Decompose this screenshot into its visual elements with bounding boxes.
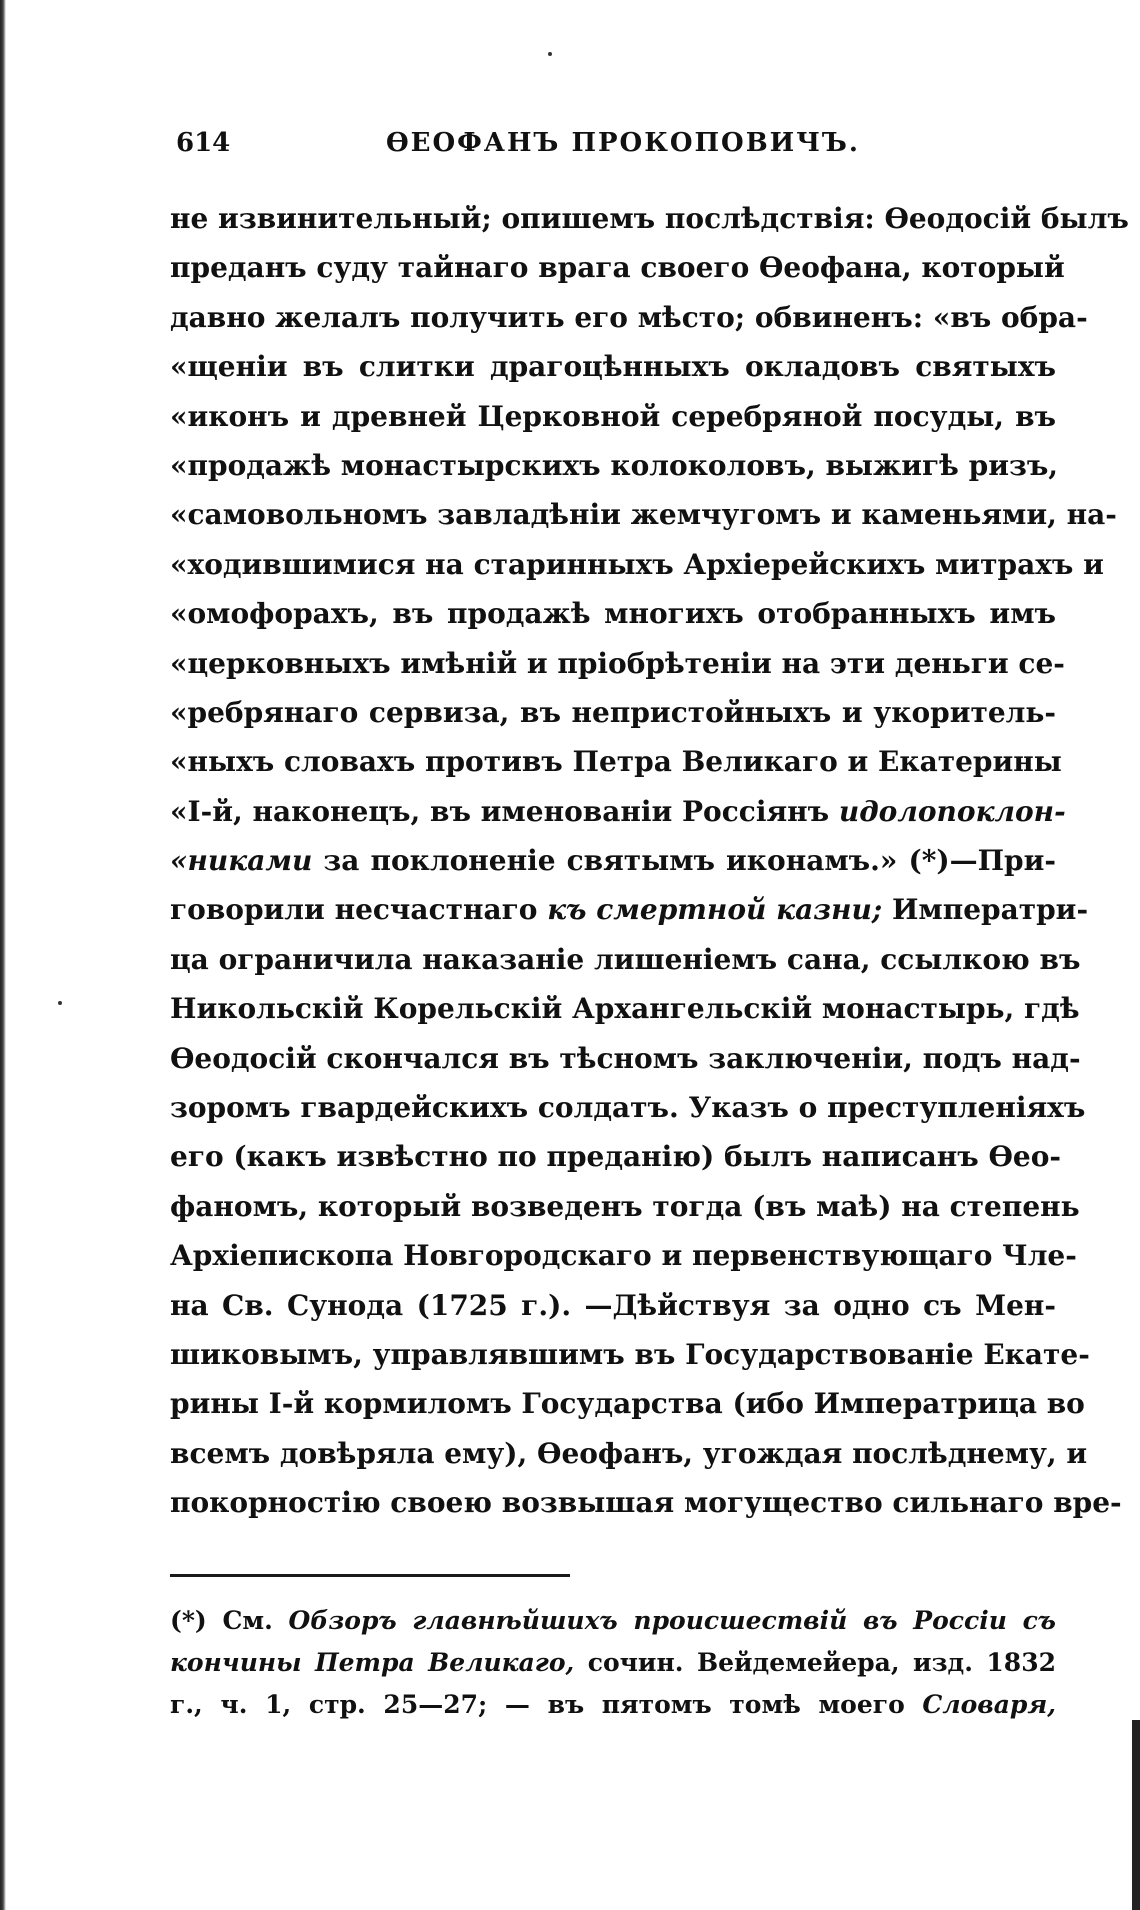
page-number: 614 <box>176 128 231 158</box>
footnote-line <box>170 1642 1056 1684</box>
text-line: «самовольномъ завладѣніи жемчугомъ и каменьями, на- <box>170 498 1117 532</box>
text-line: покорностію своею возвышая могущество сильнаго вре- <box>170 1486 1122 1520</box>
text-line <box>170 787 1066 836</box>
text-line: на Св. Сунода (1725 г.). —Дѣйствуя за одно съ Мен- <box>170 1288 1056 1322</box>
text-line: «ходившимися на старинныхъ Архіерейскихъ митрахъ и <box>170 547 1104 581</box>
italic-segment: кончины Петра Великаго, <box>170 1648 575 1677</box>
italic-segment: Обзоръ главнѣйшихъ происшествій въ Россіи съ <box>288 1606 1056 1635</box>
text-line: «ныхъ словахъ противъ Петра Великаго и Екатерины <box>170 745 1062 779</box>
scan-right-edge <box>1132 1720 1140 1910</box>
text-line: рины I-й кормиломъ Государства (ибо Императрица во <box>170 1387 1085 1421</box>
text-line: «продажѣ монастырскихъ колоколовъ, выжигѣ ризъ, <box>170 448 1059 482</box>
text-line: ца ограничила наказаніе лишеніемъ сана, ссылкою въ <box>170 942 1081 976</box>
text-line: Никольскій Корельскій Архангельскій монастырь, гдѣ <box>170 992 1080 1026</box>
italic-segment: Словаря, <box>922 1690 1056 1719</box>
scan-left-edge <box>0 0 6 1910</box>
text-line: всемъ довѣряла ему), Ѳеофанъ, угождая послѣднему, и <box>170 1436 1088 1470</box>
page-header <box>176 128 1056 168</box>
text-segment: Императри- <box>882 893 1089 927</box>
running-title: ѲЕОФАНЪ ПРОКОПОВИЧЪ. <box>386 128 860 158</box>
text-line: «церковныхъ имѣній и пріобрѣтеніи на эти деньги се- <box>170 646 1065 680</box>
text-line: фаномъ, который возведенъ тогда (въ маѣ) на степень <box>170 1189 1080 1223</box>
italic-segment: идолопоклон- <box>838 794 1066 828</box>
text-segment: за поклоненіе святымъ иконамъ.» (*)—При- <box>312 844 1056 878</box>
italic-segment: «никами <box>170 844 313 878</box>
text-line: его (какъ извѣстно по преданію) былъ написанъ Ѳео- <box>170 1140 1062 1174</box>
footnote-divider <box>170 1574 570 1577</box>
text-line: Архіепископа Новгородскаго и первенствующаго Чле- <box>170 1239 1077 1273</box>
text-line: «омофорахъ, въ продажѣ многихъ отобранныхъ имъ <box>170 597 1056 631</box>
text-segment: «I-й, наконецъ, въ именованіи Россіянъ <box>170 794 839 828</box>
scan-speck <box>58 1001 62 1005</box>
main-text <box>170 194 1129 1528</box>
scan-speck <box>548 52 552 56</box>
footnote-line <box>170 1600 1056 1642</box>
text-line: Ѳеодосій скончался въ тѣсномъ заключеніи, подъ над- <box>170 1041 1081 1075</box>
text-line: «иконъ и древней Церковной серебряной посуды, въ <box>170 399 1056 433</box>
text-line: «ребрянаго сервиза, въ непристойныхъ и укоритель- <box>170 695 1056 729</box>
text-line: зоромъ гвардейскихъ солдатъ. Указъ о преступленіяхъ <box>170 1091 1086 1125</box>
footnote <box>170 1600 1056 1726</box>
text-line <box>170 836 1056 885</box>
text-line: «щеніи въ слитки драгоцѣнныхъ окладовъ святыхъ <box>170 350 1056 384</box>
italic-segment: къ смертной казни; <box>547 893 883 927</box>
text-segment: (*) См. <box>170 1606 289 1635</box>
text-segment: говорили несчастнаго <box>170 893 548 927</box>
text-segment: г., ч. 1, стр. 25—27; — въ пятомъ томѣ моего <box>170 1690 923 1719</box>
text-line: не извинительный; опишемъ послѣдствія: Ѳеодосій былъ <box>170 202 1129 235</box>
text-line: преданъ суду тайнаго врага своего Ѳеофана, который <box>170 251 1065 285</box>
footnote-line <box>170 1684 1056 1726</box>
text-line <box>170 885 1089 934</box>
text-segment: сочин. Вейдемейера, изд. 1832 <box>574 1648 1056 1677</box>
text-line: шиковымъ, управлявшимъ въ Государствованіе Екате- <box>170 1337 1090 1371</box>
text-line: давно желалъ получить его мѣсто; обвиненъ: «въ обра- <box>170 300 1088 334</box>
